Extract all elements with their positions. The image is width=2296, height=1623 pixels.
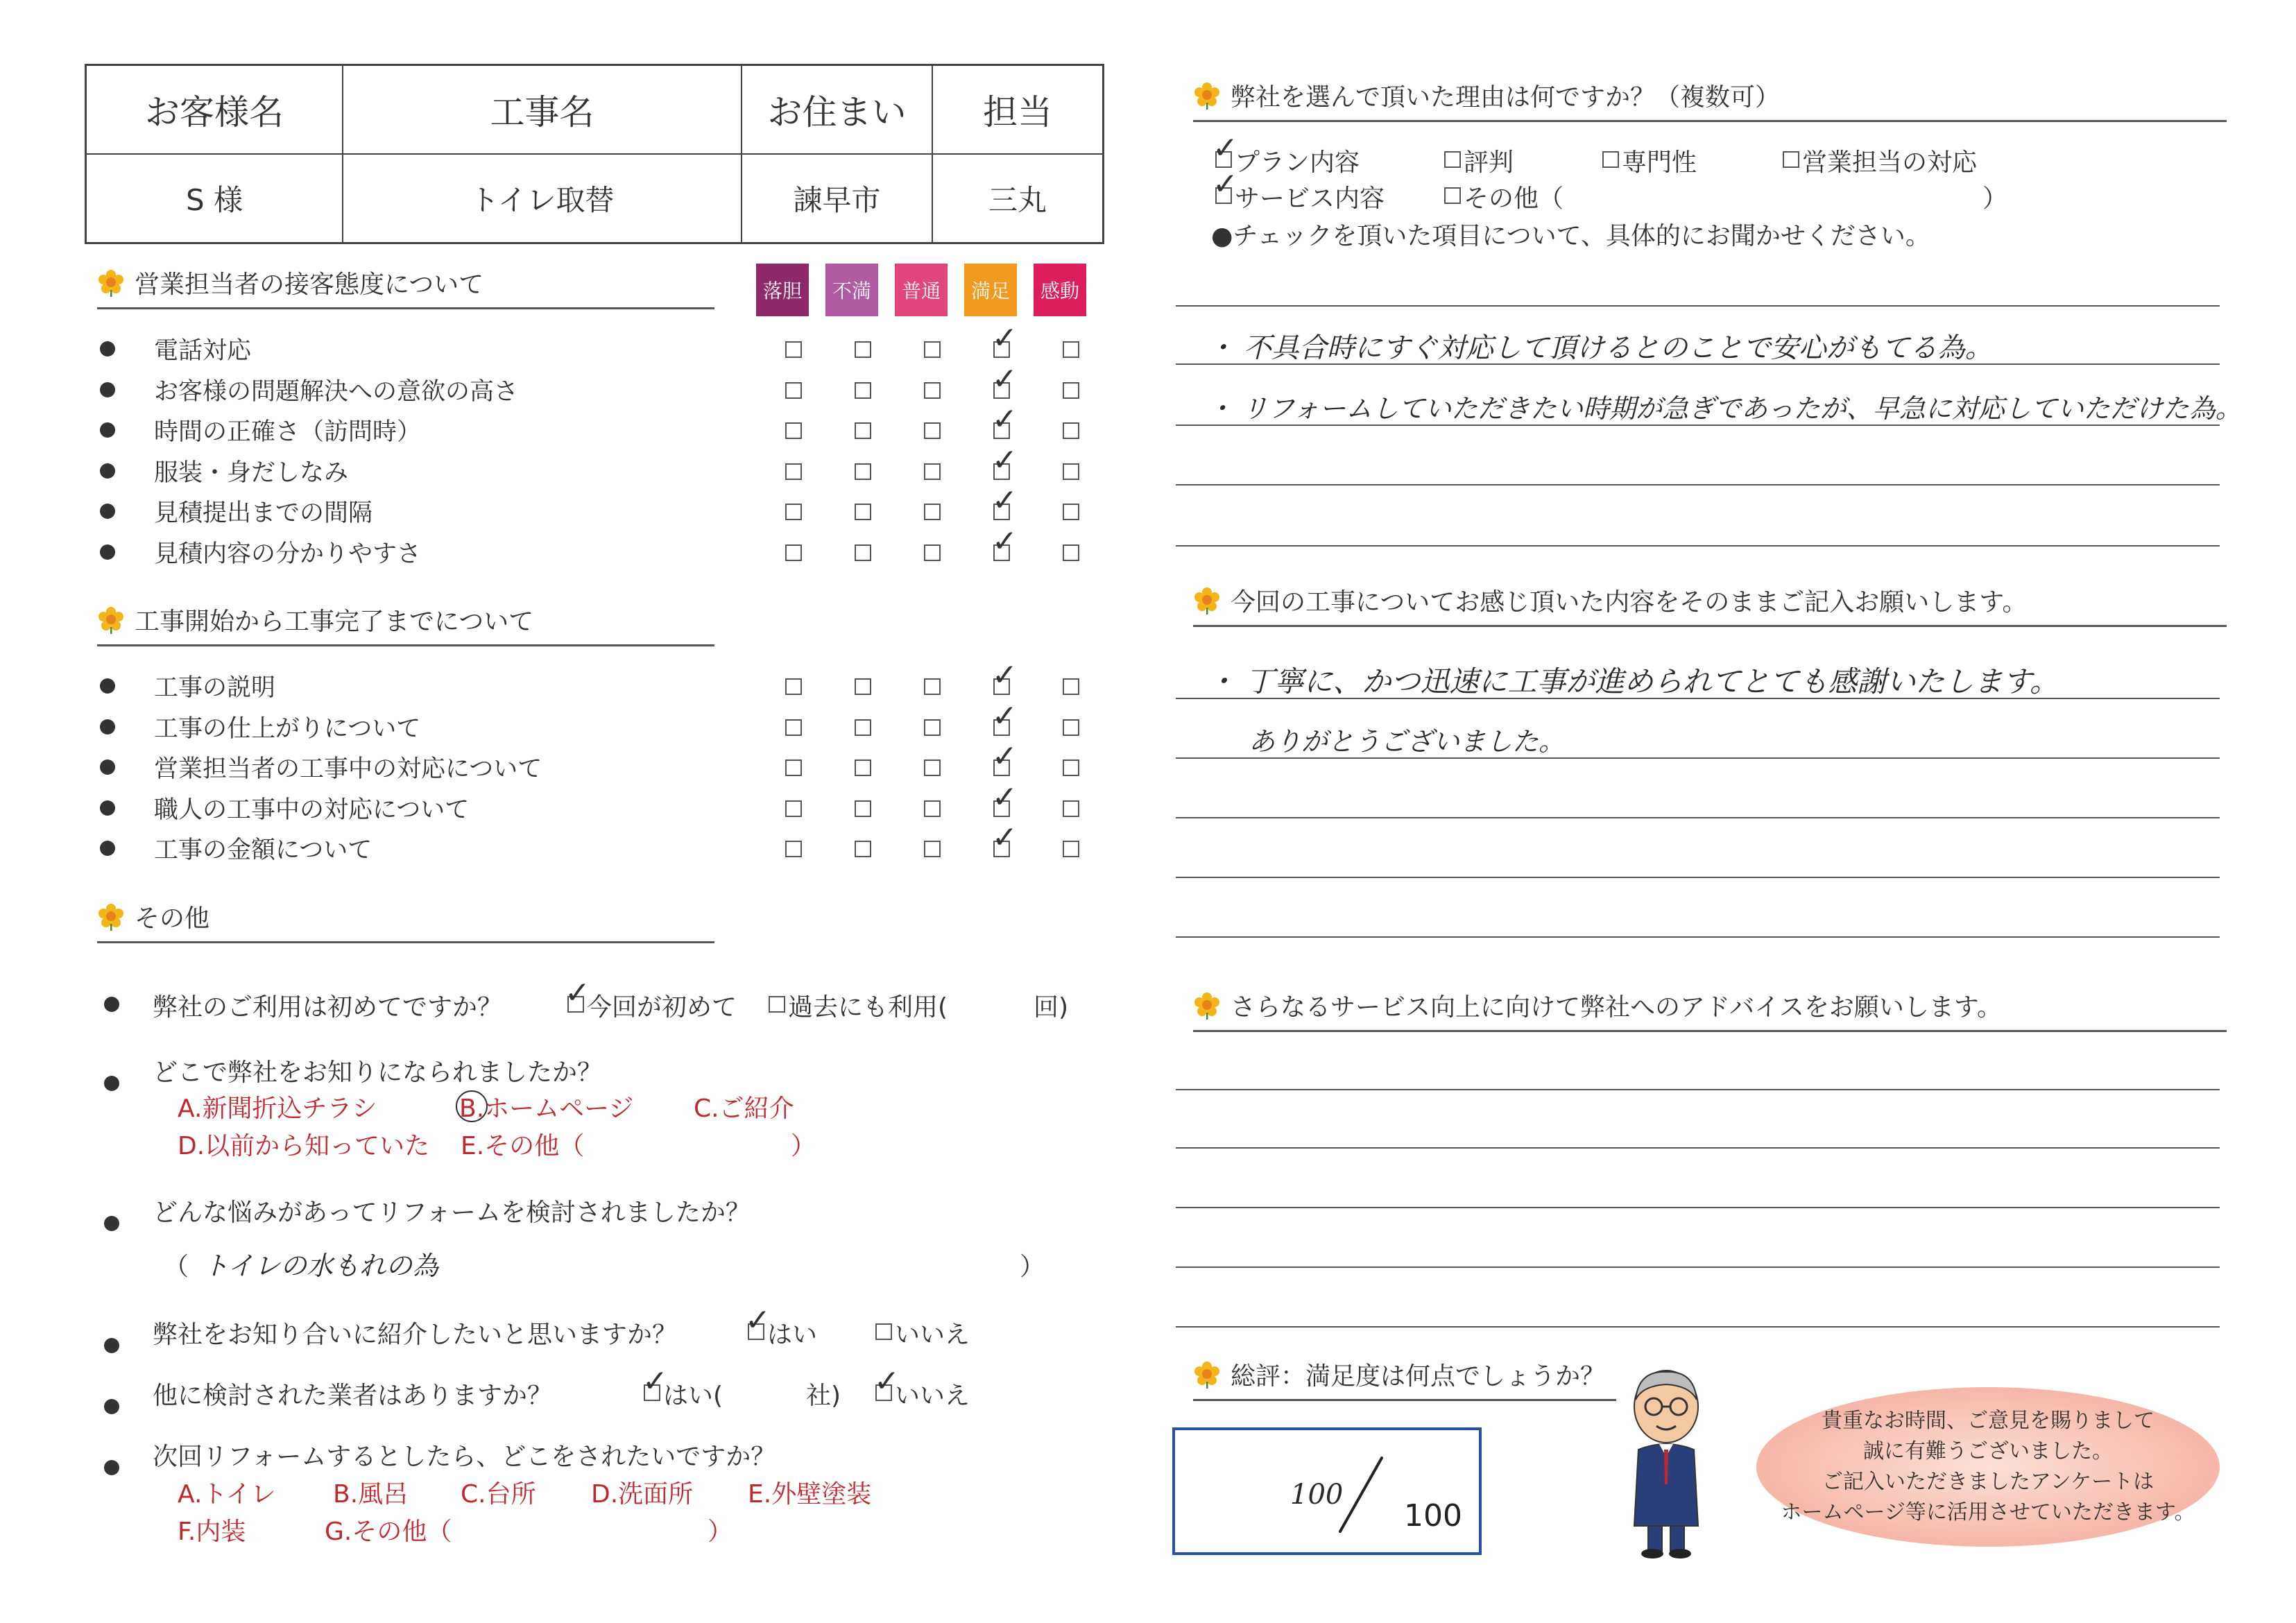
rating-checkbox[interactable] [1063, 463, 1079, 480]
rating-checkbox[interactable] [924, 463, 941, 480]
rating-badge-normal: 普通 [895, 264, 948, 316]
rating-checkbox[interactable] [924, 759, 941, 776]
section-title: さらなるサービス向上に向けて弊社へのアドバイスをお願いします。 [1231, 993, 2003, 1022]
rating-checkbox[interactable] [855, 800, 871, 817]
header-work-value: トイレ取替 [343, 155, 742, 242]
bullet [100, 382, 115, 397]
option-plan: プラン内容 [1235, 148, 1360, 177]
rating-item-label: 時間の正確さ（訪問時） [154, 418, 422, 446]
option-interior: F.内装 [178, 1518, 246, 1546]
section-title: 今回の工事についてお感じ頂いた内容をそのままご記入お願いします。 [1231, 588, 2028, 617]
rating-checkbox[interactable] [785, 719, 802, 736]
sunflower-icon [97, 269, 125, 297]
rating-badge-disappointed: 落胆 [756, 264, 809, 316]
option-homepage: B.ホームページ [459, 1094, 634, 1123]
score-slash [1333, 1454, 1389, 1537]
check-mark-icon: ✓ [992, 442, 1018, 478]
option-other-reason: その他（ [1464, 184, 1564, 213]
question-first-time: 弊社のご利用は初めてですか？ [153, 993, 503, 1022]
section-title: 総評：満足度は何点でしょうか？ [1231, 1362, 1606, 1391]
bullet [100, 341, 115, 357]
checkbox-expertise[interactable] [1602, 151, 1619, 168]
header-work-label: 工事名 [343, 66, 742, 155]
rating-item-label: 電話対応 [154, 337, 252, 365]
rating-checkbox[interactable] [924, 544, 941, 561]
sunflower-icon [1193, 82, 1221, 110]
check-mark-icon: ✓ [992, 698, 1018, 734]
rating-checkbox[interactable] [855, 759, 871, 776]
option-other-next-end: ） [708, 1518, 733, 1546]
rating-checkbox[interactable] [785, 544, 802, 561]
rating-item-label: 工事の説明 [154, 674, 276, 702]
rating-checkbox[interactable] [924, 719, 941, 736]
bullet [104, 1338, 119, 1353]
rating-checkbox[interactable] [855, 841, 871, 857]
handwritten-impression-2: ありがとうございました。 [1249, 726, 1566, 757]
option-washroom: D.洗面所 [591, 1480, 694, 1509]
rating-checkbox[interactable] [785, 504, 802, 520]
section-construction-heading [97, 602, 714, 646]
paren-close: ） [1020, 1253, 1045, 1281]
answer-line [1176, 1207, 2220, 1208]
rating-checkbox[interactable] [1063, 422, 1079, 439]
handwritten-score: 100 [1290, 1479, 1344, 1511]
rating-checkbox[interactable] [1063, 800, 1079, 817]
option-expertise: 専門性 [1622, 148, 1697, 177]
check-mark-icon: ✓ [992, 739, 1018, 774]
bullet [104, 1076, 119, 1091]
option-first-time: 今回が初めて [587, 993, 737, 1022]
option-used-before-end: 回) [1034, 993, 1069, 1022]
option-recommend-yes: はい [767, 1321, 818, 1349]
section-title: 弊社を選んで頂いた理由は何ですか？（複数可） [1231, 83, 1781, 112]
header-customer-label: お客様名 [87, 66, 343, 155]
section-reason-heading [1193, 78, 2227, 122]
answer-line [1176, 1326, 2220, 1328]
rating-checkbox[interactable] [924, 422, 941, 439]
bullet [104, 1460, 119, 1475]
option-reputation: 評判 [1464, 148, 1514, 177]
section-service-attitude-heading [97, 265, 714, 309]
rating-checkbox[interactable] [855, 544, 871, 561]
reason-prompt: ●チェックを頂いた項目について、具体的にお聞かせください。 [1211, 222, 1930, 250]
answer-line [1176, 1147, 2220, 1149]
answer-line [1176, 817, 2220, 818]
thanks-message [1756, 1387, 2220, 1547]
rating-checkbox[interactable] [785, 382, 802, 399]
header-customer-value: S 様 [87, 155, 343, 242]
check-mark-icon: ✓ [992, 483, 1018, 518]
rating-checkbox[interactable] [1063, 719, 1079, 736]
header-address-label: お住まい [742, 66, 933, 155]
option-other-count: 社) [806, 1382, 841, 1410]
answer-line [1176, 936, 2220, 938]
sunflower-icon [1193, 1361, 1221, 1389]
bullet [100, 759, 115, 775]
handwritten-reason-2: ・ リフォームしていただきたい時期が急ぎであったが、早急に対応していただけた為。 [1207, 393, 2242, 424]
score-max: 100 [1404, 1498, 1462, 1534]
rating-checkbox[interactable] [855, 463, 871, 480]
handwritten-reason-1: ・ 不具合時にすぐ対応して頂けるとのことで安心がもてる為。 [1207, 332, 1993, 364]
question-recommend: 弊社をお知り合いに紹介したいと思いますか？ [153, 1321, 678, 1349]
option-used-before: 過去にも利用( [788, 993, 948, 1022]
bullet [100, 678, 115, 694]
section-title: 工事開始から工事完了までについて [135, 608, 534, 636]
rating-checkbox[interactable] [785, 841, 802, 857]
rating-checkbox[interactable] [785, 759, 802, 776]
sunflower-icon [97, 606, 125, 634]
rating-checkbox[interactable] [1063, 544, 1079, 561]
check-mark-icon: ✓ [992, 779, 1018, 815]
bullet [100, 544, 115, 560]
section-title: 営業担当者の接客態度について [135, 270, 484, 299]
rating-checkbox[interactable] [855, 422, 871, 439]
option-sales-response: 営業担当の対応 [1802, 148, 1978, 177]
option-toilet: A.トイレ [178, 1480, 276, 1509]
answer-line [1176, 484, 2220, 486]
option-other-no: いいえ [895, 1382, 970, 1410]
rating-checkbox[interactable] [855, 341, 871, 358]
check-mark-icon: ✓ [1213, 166, 1238, 202]
answer-line [1176, 1089, 2220, 1090]
rating-item-label: 営業担当者の工事中の対応について [154, 755, 542, 783]
thanks-line: 誠に有難うございました。 [1863, 1439, 2113, 1463]
option-other-reason-end: ） [1982, 184, 2008, 213]
checkbox-reputation[interactable] [1444, 151, 1461, 168]
header-address-value: 諫早市 [742, 155, 933, 242]
check-mark-icon: ✓ [992, 523, 1018, 559]
bullet [100, 422, 115, 438]
header-staff-label: 担当 [933, 66, 1102, 155]
rating-checkbox[interactable] [785, 341, 802, 358]
paren-open: （ [164, 1253, 189, 1281]
header-table [85, 64, 1104, 244]
rating-checkbox[interactable] [1063, 841, 1079, 857]
rating-checkbox[interactable] [1063, 341, 1079, 358]
option-recommend-no: いいえ [895, 1321, 970, 1349]
rating-checkbox[interactable] [785, 463, 802, 480]
rating-checkbox[interactable] [855, 719, 871, 736]
thanks-line: 貴重なお時間、ご意見を賜りまして [1822, 1409, 2154, 1433]
check-mark-icon: ✓ [642, 1364, 668, 1399]
rating-checkbox[interactable] [924, 678, 941, 695]
thanks-line: ご記入いただきましたアンケートは [1822, 1470, 2154, 1494]
option-exterior-paint: E.外壁塗装 [748, 1480, 872, 1509]
section-impression-heading [1193, 583, 2227, 627]
option-other: E.その他（ [461, 1132, 585, 1160]
bullet [104, 1216, 119, 1231]
rating-checkbox[interactable] [785, 800, 802, 817]
rating-checkbox[interactable] [924, 504, 941, 520]
check-mark-icon: ✓ [992, 361, 1018, 397]
check-mark-icon: ✓ [992, 320, 1018, 356]
rating-item-label: 職人の工事中の対応について [154, 796, 470, 824]
answer-line [1176, 877, 2220, 878]
check-mark-icon: ✓ [874, 1364, 900, 1399]
option-other-next: G.その他（ [325, 1518, 452, 1546]
option-other-end: ） [791, 1132, 816, 1160]
rating-checkbox[interactable] [855, 382, 871, 399]
rating-badge-dissatisfied: 不満 [825, 264, 878, 316]
question-how-known: どこで弊社をお知りになられましたか？ [153, 1058, 603, 1087]
check-mark-icon: ✓ [565, 975, 590, 1011]
rating-badge-impressed: 感動 [1034, 264, 1086, 316]
rating-item-label: 服装・身だしなみ [154, 458, 349, 487]
checkbox-recommend-no[interactable] [875, 1323, 892, 1340]
rating-checkbox[interactable] [924, 841, 941, 857]
sunflower-icon [1193, 587, 1221, 615]
option-bath: B.風呂 [333, 1480, 409, 1509]
option-kitchen: C.台所 [461, 1480, 536, 1509]
question-concern: どんな悩みがあってリフォームを検討されましたか？ [153, 1199, 751, 1227]
bullet [100, 841, 115, 856]
answer-line [1176, 545, 2220, 547]
section-title: その他 [135, 904, 210, 933]
check-mark-icon: ✓ [745, 1303, 771, 1338]
section-advice-heading [1193, 988, 2227, 1032]
bullet [100, 504, 115, 519]
rating-checkbox[interactable] [924, 382, 941, 399]
bullet [100, 719, 115, 735]
section-score-heading [1193, 1357, 1616, 1401]
sunflower-icon [1193, 992, 1221, 1020]
rating-checkbox[interactable] [924, 341, 941, 358]
rating-checkbox[interactable] [1063, 678, 1079, 695]
option-known-before: D.以前から知っていた [178, 1132, 430, 1160]
bullet [104, 1399, 119, 1414]
bullet [100, 463, 115, 479]
option-referral: C.ご紹介 [694, 1094, 794, 1123]
staff-mascot-icon [1618, 1366, 1715, 1561]
bullet [104, 997, 119, 1012]
question-next-reform: 次回リフォームするとしたら、どこをされたいですか？ [153, 1443, 776, 1471]
rating-checkbox[interactable] [785, 678, 802, 695]
option-other-yes: はい( [663, 1382, 723, 1410]
check-mark-icon: ✓ [992, 658, 1018, 693]
rating-checkbox[interactable] [785, 422, 802, 439]
rating-checkbox[interactable] [855, 504, 871, 520]
option-service: サービス内容 [1235, 184, 1385, 213]
rating-item-label: 見積提出までの間隔 [154, 499, 373, 527]
handwritten-impression-1: ・ 丁寧に、かつ迅速に工事が進められてとても感謝いたします。 [1207, 664, 2059, 698]
answer-line [1176, 305, 2220, 307]
rating-checkbox[interactable] [924, 800, 941, 817]
check-mark-icon: ✓ [992, 820, 1018, 855]
checkbox-other-reason[interactable] [1444, 187, 1461, 204]
rating-item-label: お客様の問題解決への意欲の高さ [154, 377, 519, 406]
thanks-line: ホームページ等に活用させていただきます。 [1781, 1500, 2195, 1525]
rating-checkbox[interactable] [1063, 504, 1079, 520]
question-other-companies: 他に検討された業者はありますか？ [153, 1382, 553, 1410]
handwritten-concern-answer: トイレの水もれの為 [203, 1251, 439, 1281]
rating-checkbox[interactable] [1063, 382, 1079, 399]
rating-item-label: 工事の金額について [154, 836, 372, 864]
check-mark-icon: ✓ [992, 402, 1018, 437]
checkbox-sales-response[interactable] [1783, 151, 1799, 168]
header-staff-value: 三丸 [988, 183, 1047, 217]
check-mark-icon: ✓ [1213, 130, 1238, 166]
sunflower-icon [97, 903, 125, 931]
option-newspaper-flyer: A.新聞折込チラシ [178, 1094, 377, 1123]
rating-badge-satisfied: 満足 [964, 264, 1017, 316]
rating-checkbox[interactable] [1063, 759, 1079, 776]
checkbox-used-before[interactable] [769, 996, 785, 1013]
bullet [100, 800, 115, 816]
answer-line [1176, 1266, 2220, 1268]
rating-checkbox[interactable] [855, 678, 871, 695]
rating-item-label: 工事の仕上がりについて [154, 714, 421, 743]
score-box [1172, 1427, 1482, 1555]
rating-item-label: 見積内容の分かりやすさ [154, 540, 422, 568]
section-other-heading [97, 899, 714, 943]
